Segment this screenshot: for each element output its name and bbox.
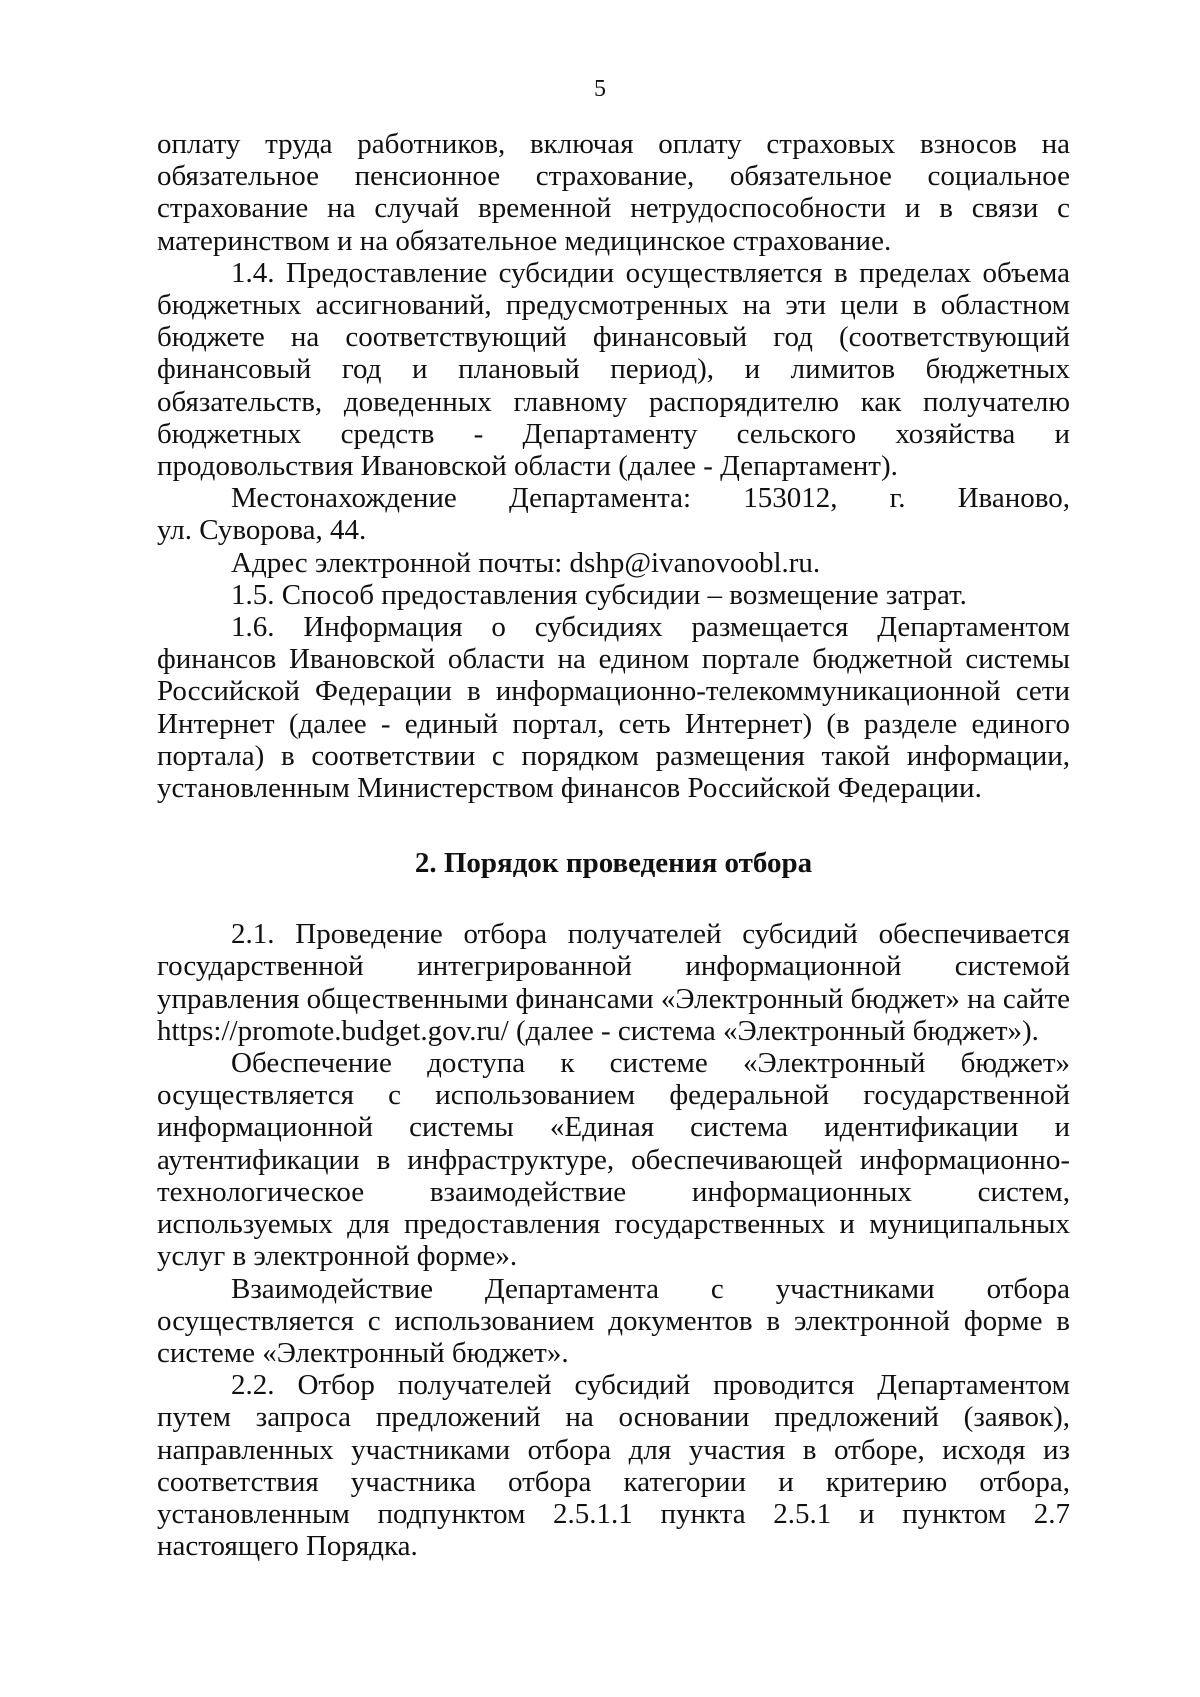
paragraph-2-1: 2.1. Проведение отбора получателей субсидий обеспечивается государственной интегрированной информационной системой управления общественными финансами «Электронный бюджет» на сайте https://promote.budget.gov.ru/ (далее - система «Электронный бюджет»).	[157, 918, 1070, 1047]
paragraph-1-4: 1.4. Предоставление субсидии осуществляется в пределах объема бюджетных ассигнований, предусмотренных на эти цели в областном бюджете на соответствующий финансовый год (соответствующий финансовый год и плановый период), и лимитов бюджетных обязательств, доведенных главному распорядителю как получателю бюджетных средств - Департаменту сельского хозяйства и продовольствия Ивановской области (далее - Департамент).	[157, 256, 1070, 483]
department-location: Местонахождение Департамента: 153012, г. Иваново,	[231, 482, 1070, 515]
section-2-heading: 2. Порядок проведения отбора	[414, 847, 813, 880]
paragraph-2-1-interaction: Взаимодействие Департамента с участниками отбора осуществляется с использованием документов в электронной форме в системе «Электронный бюджет».	[157, 1272, 1070, 1369]
paragraph-1-3-continuation: оплату труда работников, включая оплату страховых взносов на обязательное пенсионное страхование, обязательное социальное страхование на случай временной нетрудоспособности и в связи с материнством и на обязательное медицинское страхование.	[157, 128, 1070, 257]
paragraph-1-6: 1.6. Информация о субсидиях размещается Департаментом финансов Ивановской области на едином портале бюджетной системы Российской Федерации в информационно-телекоммуникационной сети Интернет (далее - единый портал, сеть Интернет) (в разделе единого портала) в соответствии с порядком размещения такой информации, установленным Министерством финансов Российской Федерации.	[157, 611, 1070, 805]
paragraph-1-5: 1.5. Способ предоставления субсидии – возмещение затрат.	[231, 578, 967, 611]
document-body	[157, 128, 1070, 1562]
department-email: Адрес электронной почты: dshp@ivanovoobl.ru.	[231, 546, 821, 579]
department-street: ул. Суворова, 44.	[157, 514, 367, 547]
page-number: 5	[594, 76, 606, 102]
paragraph-2-2: 2.2. Отбор получателей субсидий проводится Департаментом путем запроса предложений на основании предложений (заявок), направленных участниками отбора для участия в отборе, исходя из соответствия участника отбора категории и критерию отбора, установленным подпунктом 2.5.1.1 пункта 2.5.1 и пунктом 2.7 настоящего Порядка.	[157, 1369, 1070, 1563]
paragraph-2-1-access: Обеспечение доступа к системе «Электронный бюджет» осуществляется с использованием федеральной государственной информационной системы «Единая система идентификации и аутентификации в инфраструктуре, обеспечивающей информационно-технологическое взаимодействие информационных систем, используемых для предоставления государственных и муниципальных услуг в электронной форме».	[157, 1047, 1070, 1273]
